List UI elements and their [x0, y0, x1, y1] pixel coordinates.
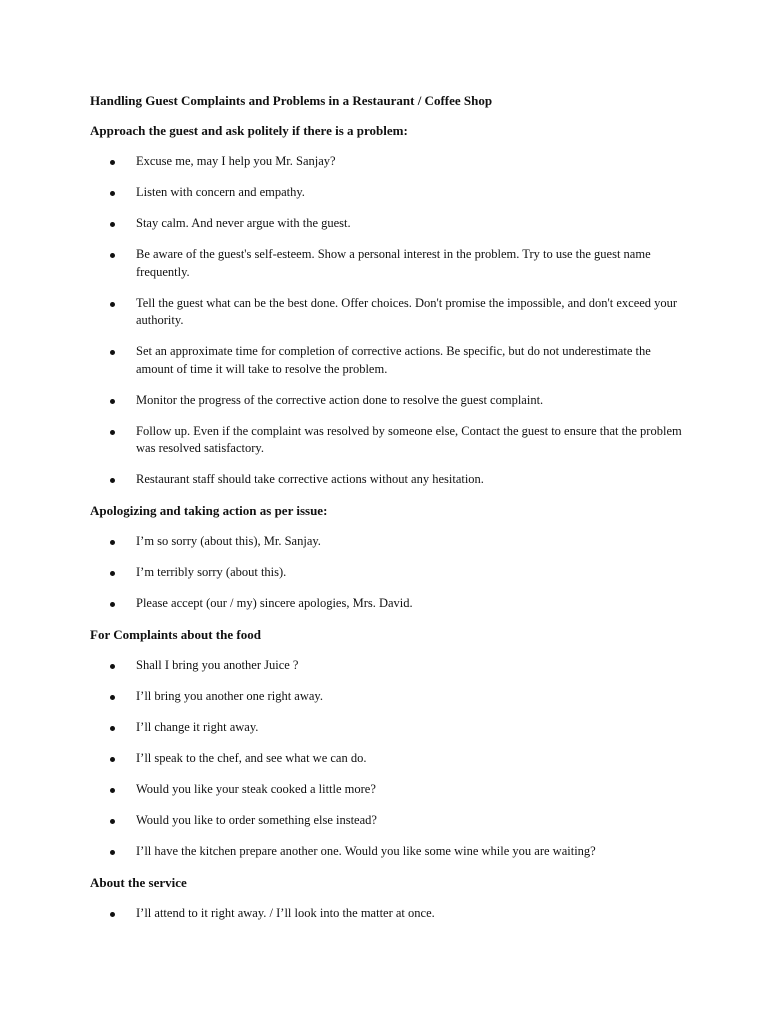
list-item	[90, 843, 690, 861]
list-item-text: I’ll attend to it right away. / I’ll look into the matter at once.	[136, 906, 435, 920]
document-title: Handling Guest Complaints and Problems in a Restaurant / Coffee Shop	[90, 93, 493, 108]
bullet-icon	[110, 478, 115, 483]
list-item-text: Be aware of the guest's self-esteem. Show a personal interest in the problem. Try to use the guest name frequently.	[136, 247, 651, 279]
bullet-list	[90, 657, 690, 861]
list-item	[90, 750, 690, 768]
list-item-text: Follow up. Even if the complaint was resolved by someone else, Contact the guest to ensure that the problem was resolved satisfactory.	[136, 423, 682, 455]
list-item-text: Set an approximate time for completion of corrective actions. Be specific, but do not underestimate the amount of time it will take to resolve the problem.	[136, 344, 651, 376]
list-item	[90, 781, 690, 799]
list-item-text: I’ll speak to the chef, and see what we can do.	[136, 751, 367, 765]
list-item-text: Stay calm. And never argue with the guest.	[136, 216, 351, 230]
bullet-icon	[110, 540, 115, 545]
bullet-icon	[110, 695, 115, 700]
list-item	[90, 343, 690, 378]
bullet-icon	[110, 819, 115, 824]
sections-container	[90, 122, 690, 923]
bullet-icon	[110, 222, 115, 227]
list-item	[90, 688, 690, 706]
list-item	[90, 812, 690, 830]
bullet-icon	[110, 757, 115, 762]
list-item	[90, 184, 690, 202]
bullet-icon	[110, 191, 115, 196]
bullet-icon	[110, 302, 115, 307]
bullet-icon	[110, 664, 115, 669]
list-item	[90, 295, 690, 330]
list-item	[90, 392, 690, 410]
list-item-text: Excuse me, may I help you Mr. Sanjay?	[136, 154, 336, 168]
list-item-text: Please accept (our / my) sincere apologies, Mrs. David.	[136, 596, 413, 610]
bullet-icon	[110, 788, 115, 793]
list-item	[90, 533, 690, 551]
list-item-text: Shall I bring you another Juice ?	[136, 658, 299, 672]
section-heading: About the service	[90, 875, 187, 890]
document-body	[90, 92, 690, 936]
bullet-icon	[110, 912, 115, 917]
bullet-list	[90, 905, 690, 923]
bullet-list	[90, 533, 690, 613]
list-item	[90, 153, 690, 171]
list-item-text: Would you like to order something else instead?	[136, 813, 377, 827]
bullet-icon	[110, 726, 115, 731]
bullet-icon	[110, 430, 115, 435]
list-item	[90, 564, 690, 582]
list-item-text: Tell the guest what can be the best done. Offer choices. Don't promise the impossible, and don't exceed your authority.	[136, 295, 678, 327]
list-item-text: Monitor the progress of the corrective action done to resolve the guest complaint.	[136, 392, 544, 407]
bullet-icon	[110, 253, 115, 258]
bullet-icon	[110, 602, 115, 607]
section-heading: For Complaints about the food	[90, 627, 261, 642]
list-item-text: I’m so sorry (about this), Mr. Sanjay.	[136, 534, 321, 548]
list-item-text: I’ll change it right away.	[136, 720, 259, 734]
list-item	[90, 595, 690, 613]
list-item-text: Listen with concern and empathy.	[136, 185, 305, 199]
list-item-text: I’ll have the kitchen prepare another one. Would you like some wine while you are waiting?	[136, 844, 596, 858]
list-item	[90, 423, 690, 458]
list-item	[90, 215, 690, 233]
list-item	[90, 905, 690, 923]
list-item	[90, 719, 690, 737]
bullet-list	[90, 153, 690, 489]
bullet-icon	[110, 399, 115, 404]
section-heading: Apologizing and taking action as per issue:	[90, 503, 328, 518]
bullet-icon	[110, 571, 115, 576]
list-item-text: I’ll bring you another one right away.	[136, 689, 323, 703]
list-item-text: Would you like your steak cooked a little more?	[136, 782, 376, 796]
bullet-icon	[110, 350, 115, 355]
bullet-icon	[110, 160, 115, 165]
bullet-icon	[110, 850, 115, 855]
section-heading: Approach the guest and ask politely if there is a problem:	[90, 123, 408, 138]
list-item	[90, 471, 690, 489]
list-item	[90, 246, 690, 281]
list-item	[90, 657, 690, 675]
list-item-text: Restaurant staff should take corrective actions without any hesitation.	[136, 472, 484, 486]
list-item-text: I’m terribly sorry (about this).	[136, 565, 287, 579]
